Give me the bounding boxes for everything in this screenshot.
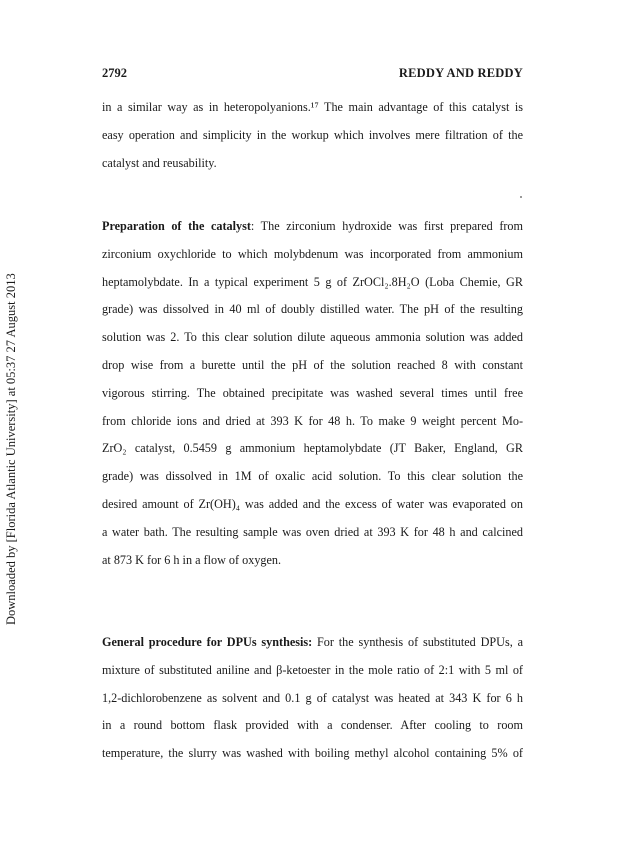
paragraph-intro-continuation	[102, 94, 523, 177]
text-line: grade) was dissolved in 1M of oxalic acid solution. To this clear solution the	[102, 469, 523, 484]
download-side-note: Downloaded by [Florida Atlantic University] at 05:37 27 August 2013	[4, 273, 18, 625]
text-run: : The zirconium hydroxide was first prepared from	[250, 219, 524, 233]
text-line: heptamolybdate. In a typical experiment 5 g of ZrOCl₂.8H₂O (Loba Chemie, GR	[102, 274, 523, 289]
text-line: in a similar way as in heteropolyanions.¹⁷ The main advantage of this catalyst is	[102, 100, 523, 114]
text-line: mixture of substituted aniline and β-ketoester in the mole ratio of 2:1 with 5 ml of	[102, 662, 523, 677]
text-line: desired amount of Zr(OH)₄ was added and the excess of water was evaporated on	[102, 496, 523, 511]
scan-dot-mark	[520, 196, 522, 198]
paragraph-catalyst-preparation	[102, 213, 523, 574]
text-line: temperature, the slurry was washed with boiling methyl alcohol containing 5% of	[102, 746, 523, 761]
text-line: easy operation and simplicity in the workup which involves mere filtration of the	[102, 127, 523, 142]
text-line: from chloride ions and dried at 393 K for 48 h. To make 9 weight percent Mo-	[102, 413, 523, 428]
text-line	[102, 213, 523, 241]
text-line: catalyst and reusability.	[102, 155, 217, 170]
section-heading: General procedure for DPUs synthesis:	[102, 635, 313, 649]
section-heading: Preparation of the catalyst	[102, 219, 251, 233]
text-line: 1,2-dichlorobenzene as solvent and 0.1 g of catalyst was heated at 343 K for 6 h	[102, 690, 523, 705]
text-line: grade) was dissolved in 40 ml of doubly distilled water. The pH of the resulting	[102, 302, 523, 317]
text-line: solution was 2. To this clear solution dilute aqueous ammonia solution was added	[102, 330, 523, 345]
text-line: a water bath. The resulting sample was oven dried at 393 K for 48 h and calcined	[102, 524, 523, 539]
text-line: vigorous stirring. The obtained precipitate was washed several times until free	[102, 385, 523, 400]
text-line: zirconium oxychloride to which molybdenum was incorporated from ammonium	[102, 246, 523, 261]
paragraph-dpus-synthesis	[102, 629, 523, 768]
text-line: in a round bottom flask provided with a condenser. After cooling to room	[102, 718, 523, 733]
page-number: 2792	[102, 66, 127, 80]
text-line: drop wise from a burette until the pH of the solution reached 8 with constant	[102, 357, 523, 372]
text-line: at 873 K for 6 h in a flow of oxygen.	[102, 552, 282, 567]
text-line: ZrO₂ catalyst, 0.5459 g ammonium heptamolybdate (JT Baker, England, GR	[102, 441, 523, 456]
text-run: For the synthesis of substituted DPUs, a	[312, 635, 523, 649]
text-line	[102, 629, 523, 657]
running-head: REDDY AND REDDY	[398, 66, 523, 80]
